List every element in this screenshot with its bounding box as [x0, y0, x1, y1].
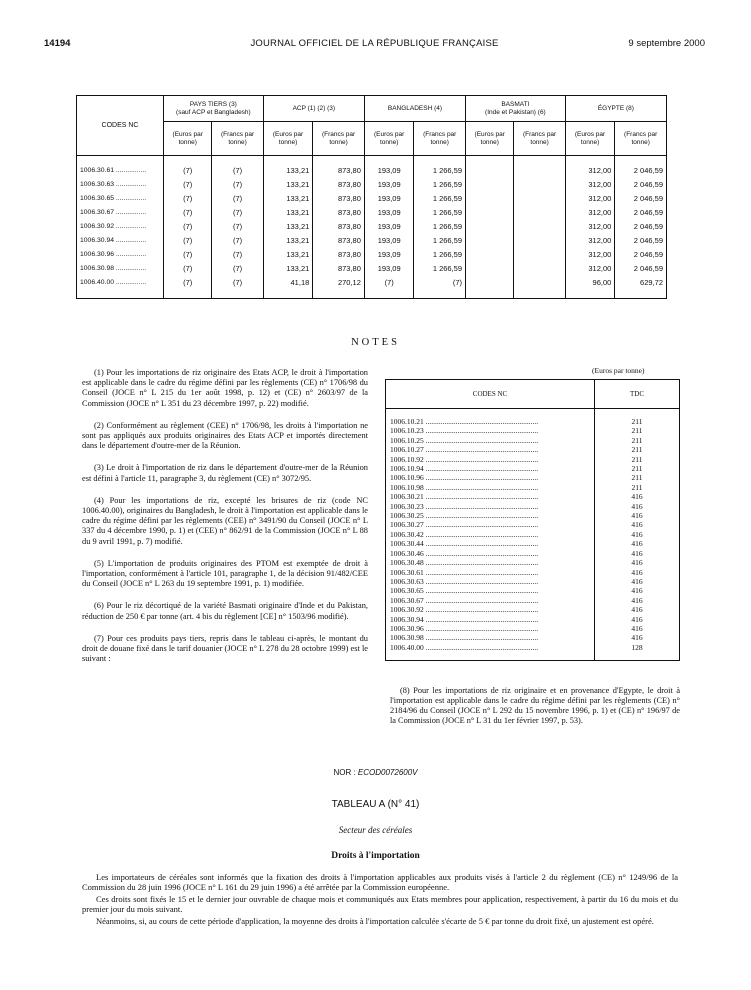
value-cell [466, 156, 514, 179]
code-cell: 1006.30.42 ............................................................ [386, 530, 595, 539]
value-cell: 873,80 [313, 192, 365, 206]
value-cell: 133,21 [263, 234, 313, 248]
note-6: (6) Pour le riz décortiqué de la variété Basmati originaire d'Inde et du Pakistan, réduction de 250 € par tonne (art. 4 bis du règlement [CE] n° 1503/96 modifié). [82, 601, 368, 621]
value-cell: 1 266,59 [414, 192, 466, 206]
value-cell: 2 046,59 [615, 220, 667, 234]
value-cell: 2 046,59 [615, 248, 667, 262]
code-cell: 1006.30.61 ............................................................ [386, 568, 595, 577]
value-cell: 128 [595, 643, 680, 661]
nor-reference: NOR : ECOD0072600V [333, 768, 418, 777]
code-cell: 1006.10.98 ............................................................ [386, 483, 595, 492]
unit-header-francs: (Francs par tonne) [414, 122, 466, 156]
value-cell: 193,09 [364, 206, 414, 220]
code-cell: 1006.10.23 ............................................................ [386, 426, 595, 435]
value-cell: 416 [595, 568, 680, 577]
value-cell: 1 266,59 [414, 156, 466, 179]
table-row [386, 426, 680, 435]
value-cell: 133,21 [263, 248, 313, 262]
unit-header-francs: (Francs par tonne) [514, 122, 565, 156]
group-header-pays-tiers: PAYS TIERS (3) (sauf ACP et Bangladesh) [164, 96, 264, 122]
value-cell: 873,80 [313, 220, 365, 234]
code-cell: 1006.30.67 ................ [77, 206, 164, 220]
group-header-basmati: BASMATI (Inde et Pakistan) (6) [466, 96, 566, 122]
value-cell: 873,80 [313, 206, 365, 220]
table-row [386, 615, 680, 624]
value-cell: 629,72 [615, 276, 667, 299]
tdc-table [385, 379, 680, 661]
code-cell: 1006.30.21 ............................................................ [386, 492, 595, 501]
value-cell: 193,09 [364, 192, 414, 206]
journal-title: JOURNAL OFFICIEL DE LA RÉPUBLIQUE FRANÇAISE [250, 38, 499, 49]
table-row [77, 276, 667, 299]
value-cell: 211 [595, 445, 680, 454]
table-row [386, 492, 680, 501]
group-header-egypte: ÉGYPTE (8) [565, 96, 666, 122]
value-cell: 133,21 [263, 262, 313, 276]
code-cell: 1006.30.94 ............................................................ [386, 615, 595, 624]
code-cell: 1006.30.46 ............................................................ [386, 549, 595, 558]
value-cell [466, 220, 514, 234]
note-7: (7) Pour ces produits pays tiers, repris dans le tableau ci-après, le montant du droit de douane fixé dans le tarif douanier (JOCE n° L 278 du 28 octobre 1999) est le suivant : [82, 633, 368, 664]
value-cell: 873,80 [313, 248, 365, 262]
code-cell: 1006.10.25 ............................................................ [386, 436, 595, 445]
value-cell: (7) [212, 248, 263, 262]
table-row [386, 549, 680, 558]
table-row [386, 464, 680, 473]
table-row [386, 558, 680, 567]
table-row [386, 520, 680, 529]
value-cell: 416 [595, 539, 680, 548]
table-row [386, 473, 680, 482]
value-cell [514, 206, 565, 220]
codes-nc-header: CODES NC [77, 96, 164, 156]
code-cell: 1006.30.92 ................ [77, 220, 164, 234]
table-row [386, 605, 680, 614]
value-cell: 193,09 [364, 220, 414, 234]
code-cell: 1006.30.23 ............................................................ [386, 502, 595, 511]
value-cell: 1 266,59 [414, 206, 466, 220]
body-paragraph: Ces droits sont fixés le 15 et le dernier jour ouvrable de chaque mois et communiqués aux Etats membres pour application, respectivement, à partir du 16 du mois et du premier jour du mois suivant. [82, 893, 678, 915]
value-cell [514, 234, 565, 248]
code-cell: 1006.30.96 ............................................................ [386, 624, 595, 633]
page-number: 14194 [44, 38, 71, 49]
unit-header-euros: (Euros par tonne) [364, 122, 414, 156]
value-cell: 416 [595, 586, 680, 595]
tdc-value-header: TDC [595, 380, 680, 409]
value-cell: 312,00 [565, 192, 615, 206]
value-cell [466, 192, 514, 206]
issue-date: 9 septembre 2000 [628, 38, 705, 49]
unit-header-euros: (Euros par tonne) [164, 122, 212, 156]
value-cell: 1 266,59 [414, 220, 466, 234]
code-cell: 1006.10.27 ............................................................ [386, 445, 595, 454]
table-row [77, 192, 667, 206]
note-8: (8) Pour les importations de riz originaire et en provenance d'Egypte, le droit à l'importation est applicable dans le cadre du régime défini par les règlements (CE) n° 2184/96 du Conseil (JOCE n° L 292 du 15 novembre 1996, p. 1) et (CE) n° 196/97 de la Commission (JOCE n° L 31 du 1er février 1997, p. 53). [390, 686, 680, 725]
value-cell: (7) [414, 276, 466, 299]
value-cell: 2 046,59 [615, 178, 667, 192]
value-cell: (7) [164, 178, 212, 192]
tdc-codes-header: CODES NC [386, 380, 595, 409]
value-cell: 133,21 [263, 156, 313, 179]
code-cell: 1006.10.92 ............................................................ [386, 455, 595, 464]
unit-header-euros: (Euros par tonne) [466, 122, 514, 156]
notes-list [82, 368, 368, 676]
table-row [77, 206, 667, 220]
value-cell: 96,00 [565, 276, 615, 299]
table-row [386, 577, 680, 586]
value-cell [514, 248, 565, 262]
code-cell: 1006.30.63 ................ [77, 178, 164, 192]
code-cell: 1006.30.65 ............................................................ [386, 586, 595, 595]
code-cell: 1006.30.98 ............................................................ [386, 633, 595, 642]
value-cell: (7) [212, 276, 263, 299]
value-cell: (7) [164, 192, 212, 206]
table-row [386, 643, 680, 661]
code-cell: 1006.10.96 ............................................................ [386, 473, 595, 482]
unit-header-euros: (Euros par tonne) [263, 122, 313, 156]
table-row [386, 502, 680, 511]
table-row [77, 234, 667, 248]
value-cell: 211 [595, 409, 680, 427]
code-cell: 1006.10.94 ............................................................ [386, 464, 595, 473]
value-cell: (7) [212, 178, 263, 192]
value-cell: 416 [595, 502, 680, 511]
sector-title: Secteur des céréales [338, 825, 413, 835]
value-cell: 211 [595, 455, 680, 464]
note-2: (2) Conformément au règlement (CEE) n° 1706/98, les droits à l'importation ne sont pas appliqués aux produits originaires des Etats ACP et importés directement dans le département d'outre-mer de la Réunion. [82, 420, 368, 451]
value-cell: 873,80 [313, 156, 365, 179]
value-cell: 416 [595, 558, 680, 567]
value-cell: 1 266,59 [414, 178, 466, 192]
value-cell: (7) [212, 206, 263, 220]
value-cell: 2 046,59 [615, 206, 667, 220]
table-row [77, 156, 667, 179]
value-cell: (7) [364, 276, 414, 299]
value-cell: 211 [595, 483, 680, 492]
code-cell: 1006.30.63 ............................................................ [386, 577, 595, 586]
table-row [386, 586, 680, 595]
table-row [77, 248, 667, 262]
value-cell: 873,80 [313, 234, 365, 248]
group-header-bangladesh: BANGLADESH (4) [364, 96, 465, 122]
table-row [386, 445, 680, 454]
value-cell: 211 [595, 464, 680, 473]
notes-title: NOTES [351, 337, 400, 348]
code-cell: 1006.30.67 ............................................................ [386, 596, 595, 605]
value-cell: 2 046,59 [615, 156, 667, 179]
value-cell: 270,12 [313, 276, 365, 299]
unit-header-francs: (Francs par tonne) [615, 122, 667, 156]
table-row [386, 530, 680, 539]
table-row [386, 568, 680, 577]
value-cell: 133,21 [263, 178, 313, 192]
table-row [386, 436, 680, 445]
table-row [386, 633, 680, 642]
code-cell: 1006.30.92 ............................................................ [386, 605, 595, 614]
value-cell: 312,00 [565, 206, 615, 220]
value-cell: 41,18 [263, 276, 313, 299]
value-cell: (7) [164, 156, 212, 179]
value-cell: (7) [212, 262, 263, 276]
tdc-unit-label: (Euros par tonne) [592, 366, 645, 375]
value-cell: 133,21 [263, 220, 313, 234]
table-row [77, 220, 667, 234]
value-cell: 416 [595, 530, 680, 539]
value-cell: (7) [164, 220, 212, 234]
code-cell: 1006.30.96 ................ [77, 248, 164, 262]
table-row [386, 455, 680, 464]
value-cell: (7) [212, 234, 263, 248]
value-cell: 211 [595, 436, 680, 445]
value-cell: 1 266,59 [414, 248, 466, 262]
code-cell: 1006.10.21 ............................................................ [386, 409, 595, 427]
body-text [82, 872, 678, 927]
note-1: (1) Pour les importations de riz originaire des Etats ACP, le droit à l'importation est applicable dans le cadre du régime défini par les règlements (CE) n° 1706/98 du Conseil (JOCE n° L 215 du 1er août 1998, p. 12) et (CE) n° 2603/97 de la Commission (JOCE n° L 351 du 23 décembre 1997, p. 22) modifié. [82, 368, 368, 408]
value-cell: 416 [595, 615, 680, 624]
code-cell: 1006.30.65 ................ [77, 192, 164, 206]
code-cell: 1006.40.00 ................ [77, 276, 164, 299]
value-cell: (7) [212, 156, 263, 179]
value-cell: (7) [164, 276, 212, 299]
table-row [386, 409, 680, 427]
value-cell: 416 [595, 577, 680, 586]
unit-header-francs: (Francs par tonne) [212, 122, 263, 156]
table-row [77, 262, 667, 276]
value-cell: 193,09 [364, 248, 414, 262]
code-cell: 1006.40.00 ............................................................ [386, 643, 595, 661]
value-cell: 416 [595, 549, 680, 558]
note-5: (5) L'importation de produits originaires des PTOM est exemptée de droit à l'importation, conformément à l'article 101, paragraphe 1, de la décision 91/482/CEE du Conseil (JOCE n° L 263 du 19 septembre 1991, p. 1) modifiée. [82, 558, 368, 589]
value-cell: 416 [595, 492, 680, 501]
value-cell [514, 192, 565, 206]
value-cell: 873,80 [313, 178, 365, 192]
table-row [77, 178, 667, 192]
tariff-table [76, 95, 667, 299]
value-cell: 211 [595, 426, 680, 435]
unit-header-francs: (Francs par tonne) [313, 122, 365, 156]
value-cell: 193,09 [364, 156, 414, 179]
value-cell: (7) [164, 248, 212, 262]
value-cell: 416 [595, 624, 680, 633]
value-cell: 2 046,59 [615, 262, 667, 276]
value-cell: 133,21 [263, 192, 313, 206]
group-header-acp: ACP (1) (2) (3) [263, 96, 364, 122]
value-cell: (7) [164, 262, 212, 276]
code-cell: 1006.30.27 ............................................................ [386, 520, 595, 529]
value-cell: 2 046,59 [615, 192, 667, 206]
code-cell: 1006.30.25 ............................................................ [386, 511, 595, 520]
value-cell: (7) [164, 234, 212, 248]
note-4: (4) Pour les importations de riz, excepté les brisures de riz (code NC 1006.40.00), originaires du Bangladesh, le droit à l'importation est applicable dans le cadre du régime défini par les règlements (CEE) n° 3491/90 du Conseil (JOCE n° L 337 du 4 décembre 1990, p. 1) et (CEE) n° 862/91 de la Commission (JOCE n° L 88 du 9 avril 1991, p. 7) modifié. [82, 495, 368, 546]
note-3: (3) Le droit à l'importation de riz dans le département d'outre-mer de la Réunion est défini à l'article 11, paragraphe 3, du règlement (CE) n° 3072/95. [82, 463, 368, 483]
value-cell: 873,80 [313, 262, 365, 276]
table-row [386, 624, 680, 633]
value-cell [466, 276, 514, 299]
value-cell: 416 [595, 520, 680, 529]
value-cell: 1 266,59 [414, 234, 466, 248]
code-cell: 1006.30.94 ................ [77, 234, 164, 248]
value-cell: 211 [595, 473, 680, 482]
value-cell [514, 276, 565, 299]
value-cell [466, 234, 514, 248]
code-cell: 1006.30.48 ............................................................ [386, 558, 595, 567]
value-cell: 133,21 [263, 206, 313, 220]
value-cell: 416 [595, 596, 680, 605]
value-cell [466, 206, 514, 220]
body-paragraph: Les importateurs de céréales sont informés que la fixation des droits à l'importation applicables aux produits visés à l'article 2 du règlement (CE) n° 1249/96 de la Commission du 28 juin 1996 (JOCE n° L 161 du 29 juin 1996) a été arrêtée par la Commission européenne. [82, 872, 678, 893]
value-cell: 193,09 [364, 234, 414, 248]
value-cell [514, 156, 565, 179]
value-cell [514, 220, 565, 234]
value-cell: (7) [212, 220, 263, 234]
value-cell [466, 248, 514, 262]
code-cell: 1006.30.44 ............................................................ [386, 539, 595, 548]
table-row [386, 483, 680, 492]
unit-header-euros: (Euros par tonne) [565, 122, 615, 156]
value-cell [466, 178, 514, 192]
table-row [386, 596, 680, 605]
code-cell: 1006.30.98 ................ [77, 262, 164, 276]
value-cell [514, 262, 565, 276]
value-cell [466, 262, 514, 276]
value-cell: 193,09 [364, 178, 414, 192]
value-cell: (7) [212, 192, 263, 206]
page-header [44, 38, 705, 54]
value-cell: 193,09 [364, 262, 414, 276]
value-cell: 312,00 [565, 262, 615, 276]
table-row [386, 511, 680, 520]
value-cell: 312,00 [565, 234, 615, 248]
value-cell: 416 [595, 511, 680, 520]
value-cell [514, 178, 565, 192]
value-cell: (7) [164, 206, 212, 220]
section-heading: Droits à l'importation [331, 851, 420, 861]
code-cell: 1006.30.61 ................ [77, 156, 164, 179]
value-cell: 312,00 [565, 248, 615, 262]
value-cell: 2 046,59 [615, 234, 667, 248]
value-cell: 312,00 [565, 156, 615, 179]
tableau-title: TABLEAU A (N° 41) [331, 799, 420, 810]
value-cell: 416 [595, 605, 680, 614]
body-paragraph: Néanmoins, si, au cours de cette période d'application, la moyenne des droits à l'importation calculée s'écarte de 5 € par tonne du droit fixé, un ajustement est opéré. [96, 915, 654, 926]
value-cell: 416 [595, 633, 680, 642]
table-row [386, 539, 680, 548]
value-cell: 312,00 [565, 178, 615, 192]
value-cell: 1 266,59 [414, 262, 466, 276]
value-cell: 312,00 [565, 220, 615, 234]
